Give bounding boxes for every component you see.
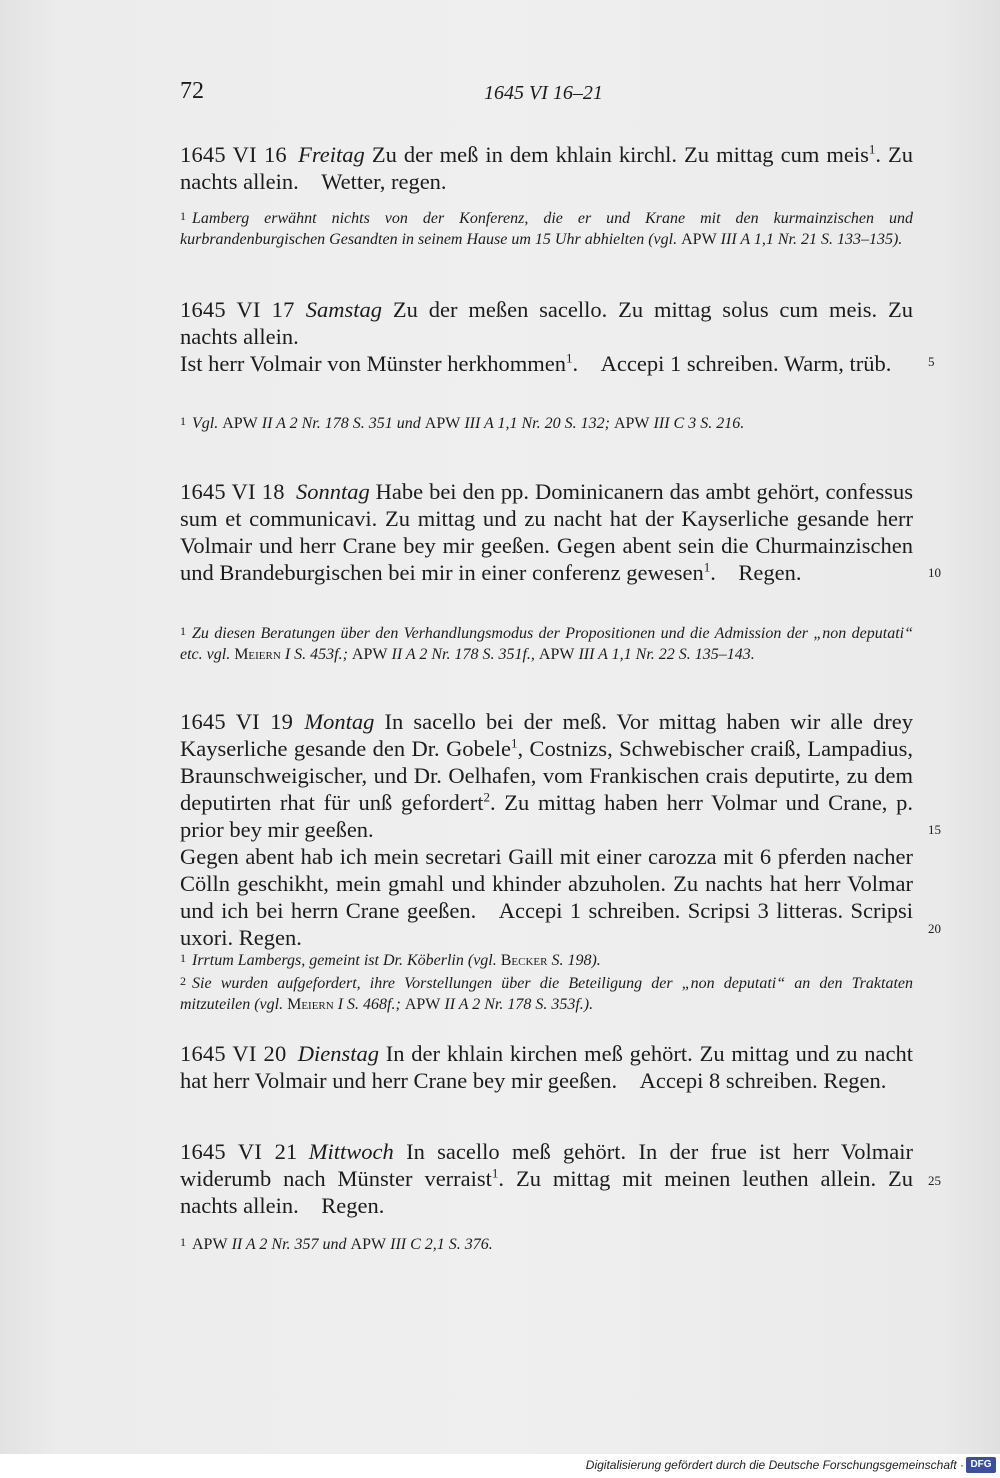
footnote bbox=[180, 411, 913, 434]
footnote-number: 1 bbox=[180, 414, 186, 428]
entry-text: Zu der meßen sacello. Zu mittag solus cum meis. Zu nachts allein. bbox=[180, 297, 913, 349]
entry-weekday: Samstag bbox=[305, 297, 383, 322]
footnote-ref: 1 bbox=[491, 1165, 499, 1181]
funding-footer bbox=[0, 1454, 1000, 1478]
footnote-author: Meiern bbox=[234, 646, 281, 663]
footnote-number: 1 bbox=[180, 1235, 186, 1249]
entry-text: . Zu mittag mit meinen leuthen allein. Zu nachts allein. Regen. bbox=[180, 1166, 913, 1218]
line-number: 20 bbox=[928, 921, 941, 936]
entry-text: In sacello bei der meß. Vor mittag haben wir alle drey Kayserliche gesande den Dr. Gobele bbox=[180, 709, 913, 761]
page-number: 72 bbox=[180, 78, 204, 104]
entry-text: . Regen. bbox=[710, 560, 802, 585]
entry-text: . Accepi 1 schreiben. Warm, trüb. bbox=[572, 351, 892, 376]
footnote-text: Zu diesen Beratungen über den Verhandlungsmodus der Propositionen und die Admission der „non deputati“ etc. vgl. bbox=[180, 625, 913, 663]
entry-text: Ist herr Volmair von Münster herkhommen bbox=[180, 351, 566, 376]
footnote-number: 2 bbox=[180, 974, 186, 988]
footnote-abbrev: APW bbox=[222, 415, 258, 432]
funding-notice: Digitalisierung gefördert durch die Deutsche Forschungsgemeinschaft · bbox=[585, 1458, 964, 1472]
footnote-text: Sie wurden aufgefordert, ihre Vorstellungen über die Beteiligung der „non deputati“ an den Traktaten mitzuteilen (vgl. bbox=[180, 975, 913, 1013]
line-number: 15 bbox=[928, 822, 941, 837]
footnote-abbrev: APW bbox=[681, 231, 717, 248]
footnote-ref: 1 bbox=[565, 350, 573, 366]
footnote-text: III C 2,1 S. 376. bbox=[386, 1236, 493, 1253]
entry-date: 1645 VI 18 bbox=[180, 479, 285, 504]
footnote-text: Irrtum Lambergs, gemeint ist Dr. Köberlin (vgl. bbox=[192, 952, 501, 969]
entry-text: Gegen abent hab ich mein secretari Gaill mit einer carozza mit 6 pferden nacher Cölln geschikht, mein gmahl und khinder abzuholen. Zu nachts hat herr Volmar und ich bei herrn Crane geeßen. Accepi 1 schreiben. Scripsi 3 litteras. Scripsi uxori. Regen. bbox=[180, 844, 913, 950]
entry-text: Zu der meß in dem khlain kirchl. Zu mittag cum meis bbox=[364, 142, 869, 167]
footnote-number: 1 bbox=[180, 951, 186, 965]
footnote-number: 1 bbox=[180, 624, 186, 638]
entry-text: Habe bei den pp. Dominicanern das ambt gehört, confessus sum et communicavi. Zu mittag und zu nacht hat der Kayserliche gesande herr Volmair und herr Crane bey mir geeßen. Gegen abent sein die Churmainzischen und Brandeburgischen bei mir in einer conferenz gewesen bbox=[180, 479, 913, 585]
footnote-abbrev: APW bbox=[424, 415, 461, 432]
entry-date: 1645 VI 17 bbox=[180, 297, 295, 322]
entry-weekday: Sonntag bbox=[295, 479, 370, 504]
footnote-text: Vgl. bbox=[192, 415, 223, 432]
footnote bbox=[180, 1232, 913, 1255]
entry-weekday: Dienstag bbox=[297, 1041, 379, 1066]
footnote-ref: 1 bbox=[703, 559, 711, 575]
footnote-ref: 1 bbox=[868, 141, 876, 157]
footnote-text: I S. 468f.; bbox=[333, 996, 405, 1013]
footnote-ref: 1 bbox=[511, 735, 518, 751]
line-number: 10 bbox=[928, 565, 941, 580]
footnote-text: II A 2 Nr. 178 S. 353f.). bbox=[440, 996, 594, 1013]
footnote-text: I S. 453f.; bbox=[280, 646, 352, 663]
entry-weekday: Mittwoch bbox=[308, 1139, 394, 1164]
line-number: 5 bbox=[928, 354, 935, 369]
footnote-text: II A 2 Nr. 357 und bbox=[227, 1236, 351, 1253]
footnote-text: III A 1,1 Nr. 20 S. 132; bbox=[460, 415, 614, 432]
footnote-text: S. 198). bbox=[547, 952, 601, 969]
diary-entry bbox=[180, 141, 913, 195]
entry-date: 1645 VI 21 bbox=[180, 1139, 298, 1164]
footnote-text: III A 1,1 Nr. 21 S. 133–135). bbox=[716, 231, 903, 248]
footnote-abbrev: APW bbox=[351, 646, 388, 663]
diary-entry bbox=[180, 1138, 913, 1219]
footnote-abbrev: APW bbox=[192, 1236, 228, 1253]
footnote-abbrev: APW bbox=[404, 996, 441, 1013]
footnote-author: Becker bbox=[500, 952, 548, 969]
footnote bbox=[180, 621, 913, 665]
entry-date: 1645 VI 20 bbox=[180, 1041, 287, 1066]
entry-text: . Zu nachts allein. Wetter, regen. bbox=[180, 142, 913, 194]
footnote-text: III A 1,1 Nr. 22 S. 135–143. bbox=[574, 646, 755, 663]
dfg-logo-icon: DFG bbox=[966, 1457, 996, 1473]
diary-entry bbox=[180, 478, 913, 586]
entry-text: . Zu mittag haben herr Volmar und Crane, p. prior bey mir geeßen. bbox=[180, 790, 914, 842]
running-title: 1645 VI 16–21 bbox=[484, 82, 603, 104]
footnote-text: Lamberg erwähnt nichts von der Konferenz, die er und Krane mit den kurmainzischen und kurbrandenburgischen Gesandten in seinem Hause um 15 Uhr abhielten (vgl. bbox=[180, 210, 913, 248]
entry-weekday: Montag bbox=[304, 709, 375, 734]
footnote-text: II A 2 Nr. 178 S. 351f., bbox=[387, 646, 539, 663]
entry-date: 1645 VI 16 bbox=[180, 142, 287, 167]
entry-text: , Costnizs, Schwebischer craiß, Lampadius, Braunschweigischer, und Dr. Oelhafen, vom Frankischen crais deputirte, zu dem deputirten rhat für unß gefordert bbox=[180, 736, 913, 815]
footnote bbox=[180, 948, 913, 971]
entry-date: 1645 VI 19 bbox=[180, 709, 294, 734]
diary-entry bbox=[180, 1040, 913, 1094]
footnote-abbrev: APW bbox=[613, 415, 650, 432]
footnote-abbrev: APW bbox=[538, 646, 575, 663]
footnote-number: 1 bbox=[180, 209, 186, 223]
diary-entry bbox=[180, 708, 913, 951]
footnote bbox=[180, 206, 913, 250]
entry-weekday: Freitag bbox=[298, 142, 365, 167]
footnote-abbrev: APW bbox=[350, 1236, 387, 1253]
footnote-ref: 2 bbox=[483, 789, 490, 805]
diary-entry bbox=[180, 296, 913, 377]
entry-text: In der khlain kirchen meß gehört. Zu mittag und zu nacht hat herr Volmair und herr Crane bey mir geeßen. Accepi 8 schreiben. Regen. bbox=[180, 1041, 914, 1093]
footnote-author: Meiern bbox=[287, 996, 334, 1013]
entry-text: In sacello meß gehört. In der frue ist herr Volmair widerumb nach Münster verraist bbox=[180, 1139, 914, 1191]
footnote bbox=[180, 971, 913, 1015]
footnote-text: II A 2 Nr. 178 S. 351 und bbox=[257, 415, 425, 432]
footnote-text: III C 3 S. 216. bbox=[649, 415, 745, 432]
line-number: 25 bbox=[928, 1173, 941, 1188]
